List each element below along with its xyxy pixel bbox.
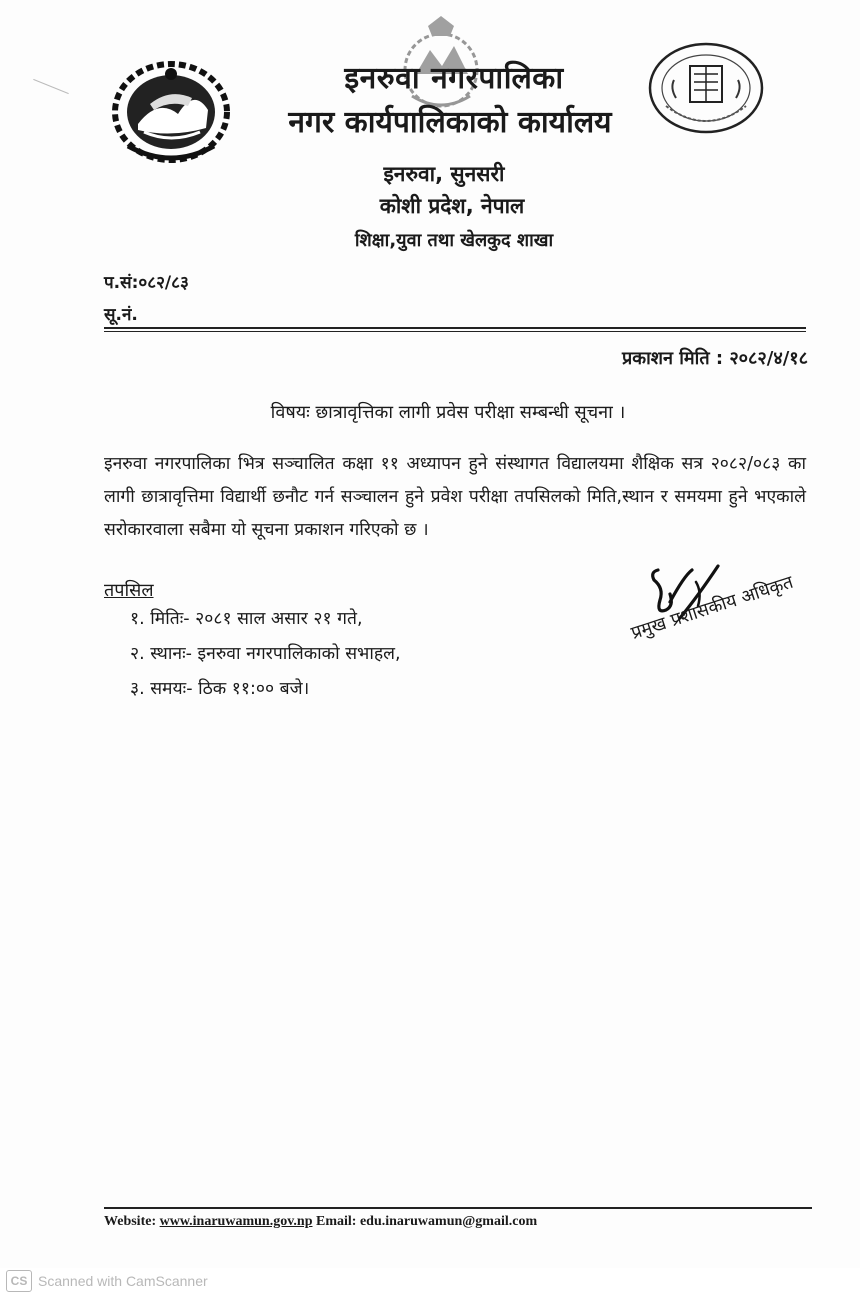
office-name: इनरुवा नगरपालिका: [344, 61, 564, 96]
camscanner-icon: CS: [6, 1270, 32, 1292]
office-subtitle: नगर कार्यपालिकाको कार्यालय: [288, 105, 612, 140]
publish-date: प्रकाशन मिति : २०८२/४/१८: [622, 348, 808, 369]
signatory-title: प्रमुख प्रशासकीय अधिकृत: [628, 571, 796, 644]
office-address-city: इनरुवा, सुनसरी: [383, 162, 505, 186]
notice-body: इनरुवा नगरपालिका भित्र सञ्चालित कक्षा ११ अध्यापन हुने संस्थागत विद्यालयमा शैक्षिक सत्र २०८२/०८३ का लागी छात्रावृत्तिमा विद्यार्थी छनौट गर्न सञ्चालन हुने प्रवेश परीक्षा तपसिलको मिति,स्थान र समयमा हुने भएकाले सरोकारवाला सबैमा यो सूचना प्रकाशन गरिएको छ ।: [104, 454, 806, 540]
email-label: Email:: [316, 1214, 357, 1229]
camscanner-watermark: [6, 1270, 208, 1292]
details-item-venue: २. स्थानः- इनरुवा नगरपालिकाको सभाहल,: [130, 644, 401, 664]
header-divider: [104, 327, 806, 329]
website-link[interactable]: www.inaruwamun.gov.np: [159, 1214, 313, 1229]
camscanner-text: Scanned with CamScanner: [38, 1273, 208, 1289]
details-item-time: ३. समयः- ठिक ११:०० बजे।: [130, 679, 310, 699]
office-branch: शिक्षा,युवा तथा खेलकुद शाखा: [354, 230, 554, 251]
details-item-date: १. मितिः- २०८१ साल असार २१ गते,: [130, 609, 363, 629]
letter-reference-number: प.सं:०८२/८३: [104, 273, 189, 293]
email-link[interactable]: edu.inaruwamun@gmail.com: [359, 1214, 538, 1229]
notice-subject: विषयः छात्रावृत्तिका लागी प्रवेस परीक्षा सम्बन्धी सूचना ।: [270, 402, 626, 423]
footer-contact: [104, 1214, 537, 1230]
details-list: [130, 602, 401, 707]
details-heading: तपसिल: [104, 580, 154, 601]
office-address-province: कोशी प्रदेश, नेपाल: [379, 194, 525, 218]
letter-dispatch-number: सू.नं.: [104, 305, 138, 325]
footer-divider: [104, 1207, 812, 1209]
header-divider-thin: [104, 331, 806, 332]
website-label: Website:: [104, 1214, 157, 1229]
